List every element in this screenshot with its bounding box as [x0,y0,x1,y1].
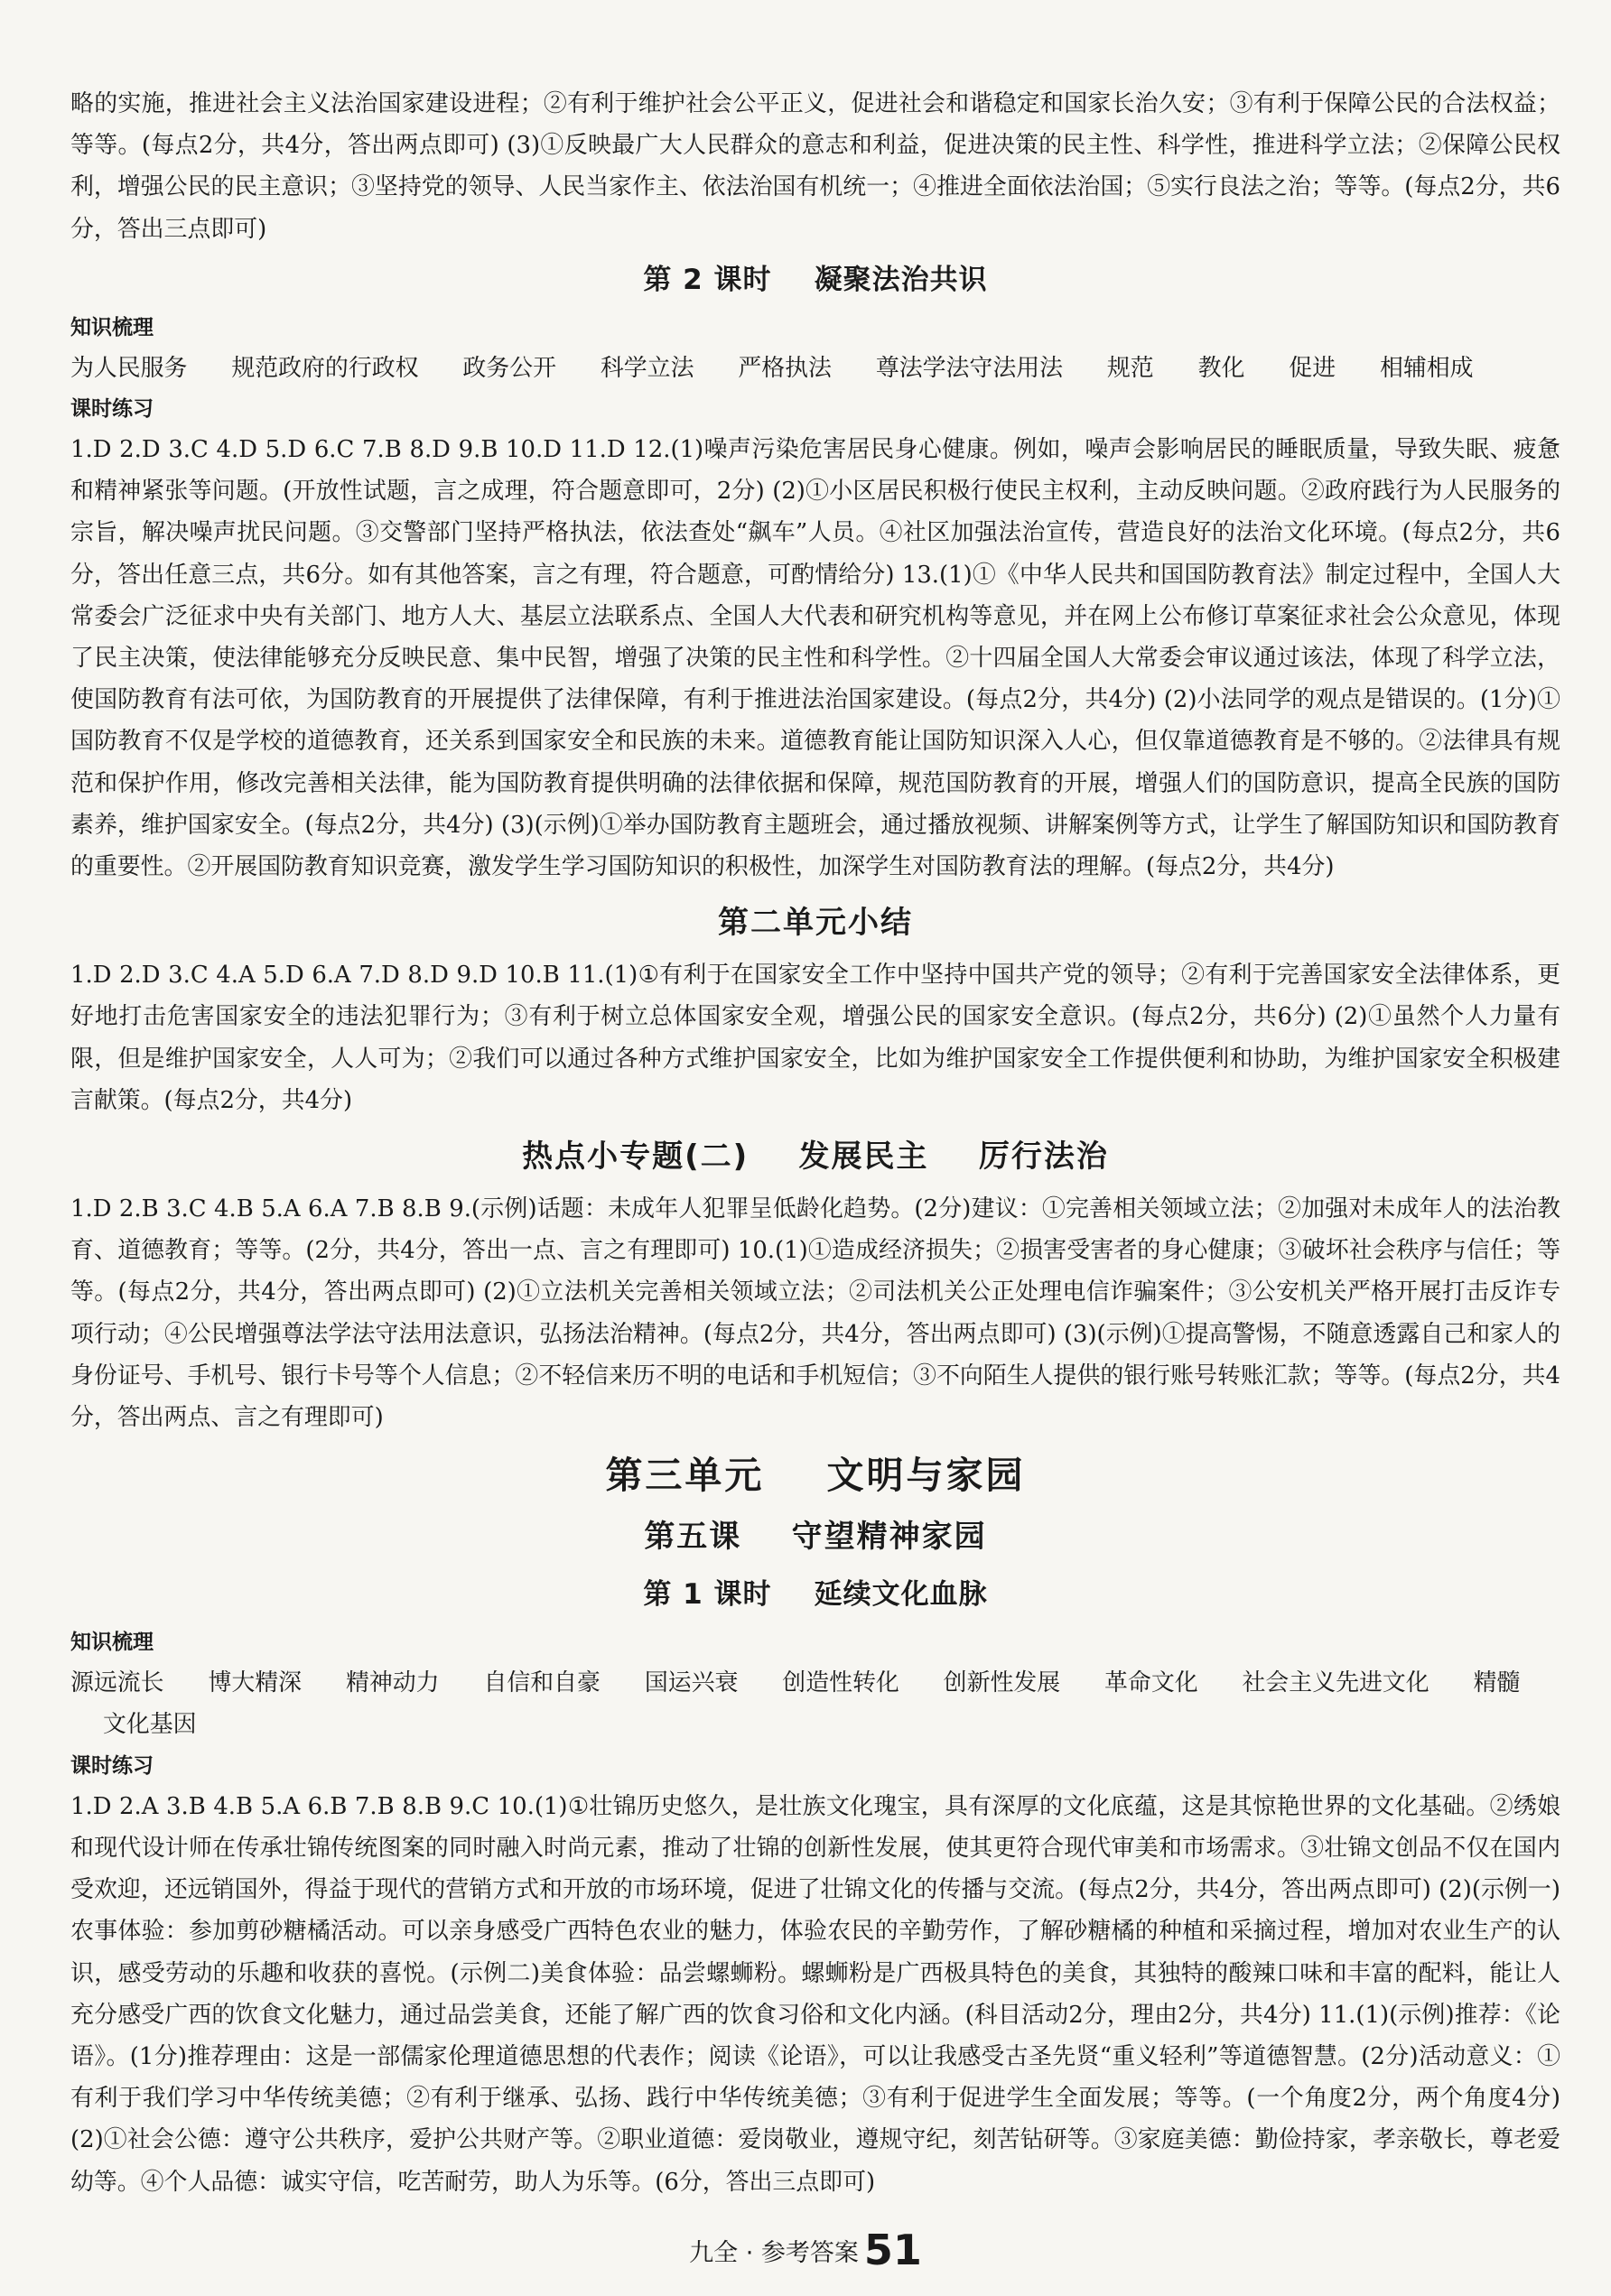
page-number: 51 [863,2226,922,2274]
knowledge-keywords-2-cont: 文化基因 [103,1711,197,1739]
lesson-2-heading: 第 2 课时 凝聚法治共识 [643,263,988,296]
unit-2-summary-answers: 1.D 2.D 3.C 4.A 5.D 6.A 7.D 8.D 9.D 10.B 11.(1)①有利于在国家安全工作中坚持中国共产党的领导；②有利于完善国家安全法律体系，更好地打击危害国家安全的违法犯罪行为；③有利于树立总体国家安全观，增强公民的国家安全意识。(每点2分，共6分) (2)①虽然个人力量有限，但是维护国家安全，人人可为；②我们可以通过各种方式维护国家安全，比如为维护国家安全工作提供便利和协助，为维护国家安全积极建言献策。(每点2分，共4分) [70,962,1560,1114]
exercise-label: 课时练习 [70,397,154,422]
hot-topic-2-heading: 热点小专题(二) 发展民主 厉行法治 [522,1139,1109,1176]
hot-topic-2-answers: 1.D 2.B 3.C 4.B 5.A 6.A 7.B 8.B 9.(示例)话题：未成年人犯罪呈低龄化趋势。(2分)建议：①完善相关领域立法；②加强对未成年人的法治教育、道德教育；等等。(2分，共4分，答出一点、言之有理即可) 10.(1)①造成经济损失；②损害受害者的身心健康；③破坏社会秩序与信任；等等。(每点2分，共4分，答出两点即可) (2)①立法机关完善相关领域立法；②司法机关公正处理电信诈骗案件；③公安机关严格开展打击反诈专项行动；④公民增强尊法学法守法用法意识，弘扬法治精神。(每点2分，共4分，答出两点即可) (3)(示例)①提高警惕，不随意透露自己和家人的身份证号、手机号、银行卡号等个人信息；②不轻信来历不明的电话和手机短信；③不向陌生人提供的银行账号转账汇款；等等。(每点2分，共4分，答出两点、言之有理即可) [70,1195,1560,1432]
lesson-5-heading: 第五课 守望精神家园 [644,1519,987,1556]
page-footer [0,2226,1611,2274]
knowledge-summary-label-2: 知识梳理 [70,1631,154,1655]
footer-label: 九全 · 参考答案 [689,2239,859,2267]
lesson-5-period-1-heading: 第 1 课时 延续文化血脉 [643,1578,988,1612]
unit-2-summary-heading: 第二单元小结 [718,905,913,942]
knowledge-summary-label: 知识梳理 [70,315,154,339]
knowledge-keywords: 为人民服务 规范政府的行政权 政务公开 科学立法 严格执法 尊法学法守法用法 规范 教化 促进 相辅相成 [70,354,1474,382]
continued-answer-paragraph: 略的实施，推进社会主义法治国家建设进程；②有利于维护社会公平正义，促进社会和谐稳定和国家长治久安；③有利于保障公民的合法权益；等等。(每点2分，共4分，答出两点即可) (3)①反映最广大人民群众的意志和利益，促进决策的民主性、科学性，推进科学立法；②保障公民权利，增强公民的民主意识；③坚持党的领导、人民当家作主、依法治国有机统一；④推进全面依法治国；⑤实行良法之治；等等。(每点2分，共6分，答出三点即可) [70,90,1560,243]
page-content [70,83,1560,2203]
exercise-answers: 1.D 2.D 3.C 4.D 5.D 6.C 7.B 8.D 9.B 10.D 11.D 12.(1)噪声污染危害居民身心健康。例如，噪声会影响居民的睡眠质量，导致失眠、疲惫和精神紧张等问题。(开放性试题，言之成理，符合题意即可，2分) (2)①小区居民积极行使民主权利，主动反映问题。②政府践行为人民服务的宗旨，解决噪声扰民问题。③交警部门坚持严格执法，依法查处“飙车”人员。④社区加强法治宣传，营造良好的法治文化环境。(每点2分，共6分，答出任意三点，共6分。如有其他答案，言之有理，符合题意，可酌情给分) 13.(1)①《中华人民共和国国防教育法》制定过程中，全国人大常委会广泛征求中央有关部门、地方人大、基层立法联系点、全国人大代表和研究机构等意见，并在网上公布修订草案征求社会公众意见，体现了民主决策，使法律能够充分反映民意、集中民智，增强了决策的民主性和科学性。②十四届全国人大常委会审议通过该法，体现了科学立法，使国防教育有法可依，为国防教育的开展提供了法律保障，有利于推进法治国家建设。(每点2分，共4分) (2)小法同学的观点是错误的。(1分)①国防教育不仅是学校的道德教育，还关系到国家安全和民族的未来。道德教育能让国防知识深入人心，但仅靠道德教育是不够的。②法律具有规范和保护作用，修改完善相关法律，能为国防教育提供明确的法律依据和保障，规范国防教育的开展，增强人们的国防意识，提高全民族的国防素养，维护国家安全。(每点2分，共4分) (3)(示例)①举办国防教育主题班会，通过播放视频、讲解案例等方式，让学生了解国防知识和国防教育的重要性。②开展国防教育知识竞赛，激发学生学习国防知识的积极性，加深学生对国防教育法的理解。(每点2分，共4分) [70,436,1560,881]
exercise-answers-2: 1.D 2.A 3.B 4.B 5.A 6.B 7.B 8.B 9.C 10.(1)①壮锦历史悠久，是壮族文化瑰宝，具有深厚的文化底蕴，这是其惊艳世界的文化基础。②绣娘和现代设计师在传承壮锦传统图案的同时融入时尚元素，推动了壮锦的创新性发展，使其更符合现代审美和市场需求。③壮锦文创品不仅在国内受欢迎，还远销国外，得益于现代的营销方式和开放的市场环境，促进了壮锦文化的传播与交流。(每点2分，共4分，答出两点即可) (2)(示例一)农事体验：参加剪砂糖橘活动。可以亲身感受广西特色农业的魅力，体验农民的辛勤劳作，了解砂糖橘的种植和采摘过程，增加对农业生产的认识，感受劳动的乐趣和收获的喜悦。(示例二)美食体验：品尝螺蛳粉。螺蛳粉是广西极具特色的美食，其独特的酸辣口味和丰富的配料，能让人充分感受广西的饮食文化魅力，通过品尝美食，还能了解广西的饮食习俗和文化内涵。(科目活动2分，理由2分，共4分) 11.(1)(示例)推荐：《论语》。(1分)推荐理由：这是一部儒家伦理道德思想的代表作；阅读《论语》，可以让我感受古圣先贤“重义轻利”等道德智慧。(2分)活动意义：①有利于我们学习中华传统美德；②有利于继承、弘扬、践行中华传统美德；③有利于促进学生全面发展；等等。(一个角度2分，两个角度4分) (2)①社会公德：遵守公共秩序，爱护公共财产等。②职业道德：爱岗敬业，遵规守纪，刻苦钻研等。③家庭美德：勤俭持家，孝亲敬长，尊老爱幼等。④个人品德：诚实守信，吃苦耐劳，助人为乐等。(6分，答出三点即可) [70,1792,1560,2196]
unit-3-heading: 第三单元 文明与家园 [605,1454,1026,1498]
exercise-label-2: 课时练习 [70,1753,154,1778]
knowledge-keywords-2: 源远流长 博大精深 精神动力 自信和自豪 国运兴衰 创造性转化 创新性发展 革命文化 社会主义先进文化 精髓 [70,1669,1521,1697]
